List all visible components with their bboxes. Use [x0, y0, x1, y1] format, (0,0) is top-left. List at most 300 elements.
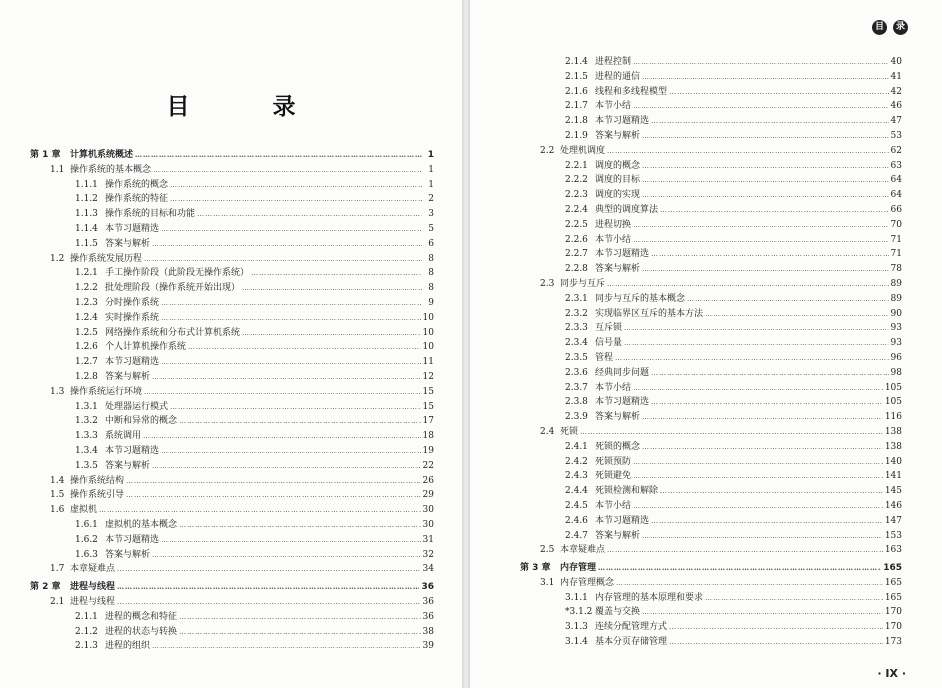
- toc-entry-page: 165: [883, 563, 902, 574]
- toc-entry-number: 2.4.4: [565, 486, 588, 497]
- toc-entry-number: 3.1.3: [565, 622, 588, 633]
- toc-leader-dots: [153, 163, 422, 178]
- toc-entry-page: 42: [890, 86, 902, 97]
- toc-entry-page: 89: [890, 278, 902, 289]
- toc-leader-dots: [161, 533, 421, 548]
- toc-entry-number: 2.2.8: [565, 264, 588, 275]
- toc-entry-title: 基本分页存储管理: [595, 637, 668, 648]
- toc-leader-dots: [669, 635, 883, 650]
- toc-entry: [520, 188, 902, 203]
- toc-entry-page: 29: [422, 490, 434, 501]
- toc-entry-title: 操作系统的特征: [105, 194, 169, 205]
- toc-leader-dots: [179, 610, 421, 625]
- toc-leader-dots: [633, 55, 889, 70]
- toc-entry-title: 批处理阶段（操作系统开始出现）: [105, 283, 241, 294]
- left-page: [0, 0, 462, 688]
- toc-entry-title: 答案与解析: [595, 412, 641, 423]
- toc-entry-number: 1.1.2: [75, 194, 98, 205]
- toc-entry: [30, 459, 434, 474]
- toc-entry-title: 实时操作系统: [105, 312, 160, 323]
- toc-entry-number: 2.3: [540, 278, 555, 289]
- toc-entry-page: 145: [884, 486, 902, 497]
- toc-entry-title: 处理机调度: [560, 145, 606, 156]
- toc-leader-dots: [179, 625, 421, 640]
- toc-entry-title: 虚拟机的基本概念: [105, 519, 178, 530]
- toc-entry-title: 互斥锁: [595, 323, 623, 334]
- toc-entry-page: 30: [422, 505, 434, 516]
- toc-leader-dots: [117, 562, 421, 577]
- toc-entry-number: 2.2.7: [565, 249, 588, 260]
- toc-entry-number: 2.2.5: [565, 219, 588, 230]
- toc-entry-title: 中断和异常的概念: [105, 416, 178, 427]
- toc-leader-dots: [152, 639, 421, 654]
- toc-entry-title: 信号量: [595, 338, 623, 349]
- toc-leader-dots: [152, 459, 421, 474]
- toc-entry-title: 线程和多线程模型: [595, 86, 668, 97]
- toc-entry-title: 本节习题精选: [105, 357, 160, 368]
- toc-entry-page: 165: [884, 577, 902, 588]
- toc-entry-title: 网络操作系统和分布式计算机系统: [105, 327, 241, 338]
- toc-entry: [520, 307, 902, 322]
- toc-entry-number: 1.3.2: [75, 416, 98, 427]
- toc-entry-number: 2.1.4: [565, 57, 588, 67]
- toc-entry: [520, 55, 902, 70]
- toc-entry-title: 答案与解析: [595, 130, 641, 141]
- toc-entry-page: 93: [890, 323, 902, 334]
- toc-entry-number: 2.4.1: [565, 441, 588, 452]
- toc-entry-title: 本节小结: [595, 234, 632, 245]
- toc-entry-number: 1.2.7: [75, 357, 98, 368]
- toc-entry-number: 1.1.1: [75, 179, 98, 190]
- toc-entry-title: 操作系统的基本概念: [70, 164, 152, 175]
- toc-entry: [30, 595, 434, 610]
- toc-entry-page: 165: [884, 592, 902, 603]
- toc-entry-number: 2.4.7: [565, 530, 588, 541]
- running-header: [872, 20, 908, 35]
- toc-entry-page: 10: [422, 342, 434, 353]
- toc-entry: [30, 548, 434, 563]
- toc-entry-title: 操作系统发展历程: [70, 253, 143, 264]
- toc-entry-title: 本节小结: [595, 101, 632, 112]
- toc-entry-page: 64: [890, 190, 902, 201]
- toc-leader-dots: [651, 514, 883, 529]
- toc-leader-dots: [633, 469, 883, 484]
- toc-entry-title: 系统调用: [105, 431, 142, 442]
- toc-entry-page: 19: [422, 445, 434, 456]
- toc-entry-title: 覆盖与交换: [595, 607, 641, 618]
- toc-entry-page: 140: [884, 456, 902, 467]
- toc-leader-dots: [642, 605, 883, 620]
- toc-entry-page: 8: [428, 253, 434, 264]
- toc-leader-dots: [669, 85, 889, 100]
- toc-leader-dots: [170, 192, 422, 207]
- toc-entry-title: 进程控制: [595, 57, 632, 67]
- toc-entry-page: 30: [422, 519, 434, 530]
- toc-entry: [520, 561, 902, 576]
- toc-entry-title: 同步与互斥的基本概念: [595, 293, 686, 304]
- toc-entry-number: 1.2.4: [75, 312, 98, 323]
- toc-entry-title: 计算机系统概述: [70, 150, 134, 160]
- toc-entry-title: 进程的通信: [595, 71, 641, 82]
- toc-entry-number: 2.3.4: [565, 338, 588, 349]
- toc-entry-page: 153: [884, 530, 902, 541]
- toc-entry-page: 15: [422, 386, 434, 397]
- toc-entry-page: 40: [890, 57, 902, 67]
- toc-entry-page: 2: [428, 194, 434, 205]
- toc-entry-number: 2.4.3: [565, 471, 588, 482]
- toc-entry: [30, 311, 434, 326]
- toc-entry-title: 答案与解析: [105, 371, 151, 382]
- toc-entry-title: 本节习题精选: [105, 223, 160, 234]
- toc-leader-dots: [651, 395, 883, 410]
- toc-entry-page: 38: [422, 626, 434, 637]
- toc-entry-number: 2.3.5: [565, 352, 588, 363]
- toc-leader-dots: [161, 355, 421, 370]
- toc-entry-title: 连续分配管理方式: [595, 622, 668, 633]
- toc-entry-title: 进程与线程: [70, 596, 116, 607]
- toc-entry-title: 进程切换: [595, 219, 632, 230]
- toc-entry-number: 2.2.4: [565, 204, 588, 215]
- toc-entry-number: 2.3.9: [565, 412, 588, 423]
- toc-entry: [30, 503, 434, 518]
- header-mark-2: 录: [893, 20, 908, 35]
- toc-entry-number: 1.5: [50, 490, 65, 501]
- toc-entry-title: 死锁: [560, 426, 579, 437]
- toc-entry: [30, 296, 434, 311]
- toc-entry-page: 32: [422, 549, 434, 560]
- toc-entry-number: 1.2.5: [75, 327, 98, 338]
- toc-entry-number: 1.4: [50, 475, 65, 486]
- toc-leader-dots: [152, 548, 421, 563]
- toc-entry-number: 1.2: [50, 253, 65, 264]
- toc-entry-title: 死锁避免: [595, 471, 632, 482]
- toc-entry-title: 进程的概念和特征: [105, 611, 178, 622]
- toc-entry-title: 进程的状态与转换: [105, 626, 178, 637]
- toc-leader-dots: [197, 207, 422, 222]
- toc-entry: [520, 605, 902, 620]
- toc-entry-page: 141: [884, 471, 902, 482]
- toc-entry-page: 18: [422, 431, 434, 442]
- toc-entry-page: 1: [428, 164, 434, 175]
- toc-entry-number: 2.4.2: [565, 456, 588, 467]
- toc-entry: [30, 148, 434, 163]
- toc-entry-number: 2.5: [540, 545, 555, 556]
- toc-entry-page: 10: [422, 327, 434, 338]
- toc-entry: [520, 262, 902, 277]
- toc-entry-title: 操作系统结构: [70, 475, 125, 486]
- toc-entry: [30, 340, 434, 355]
- toc-entry: [30, 518, 434, 533]
- header-mark-1: 目: [872, 20, 887, 35]
- toc-entry-page: 36: [422, 596, 434, 607]
- toc-entry-title: 同步与互斥: [560, 278, 606, 289]
- toc-entry-number: 2.3.8: [565, 397, 588, 408]
- toc-entry-number: 2.1.8: [565, 116, 588, 127]
- toc-entry-number: 3.1.4: [565, 637, 588, 648]
- toc-entry: [520, 543, 902, 558]
- toc-entry-title: 操作系统的目标和功能: [105, 209, 196, 220]
- toc-leader-dots: [633, 499, 883, 514]
- toc-entry-number: 1.3: [50, 386, 65, 397]
- toc-entry-title: 调度的实现: [595, 190, 641, 201]
- toc-entry: [520, 591, 902, 606]
- toc-leader-dots: [687, 292, 889, 307]
- toc-entry: [30, 639, 434, 654]
- toc-entry-page: 138: [884, 441, 902, 452]
- toc-entry-number: 1.1: [50, 164, 65, 175]
- toc-right: [520, 55, 902, 650]
- toc-entry-title: 实现临界区互斥的基本方法: [595, 308, 704, 319]
- toc-leader-dots: [633, 99, 889, 114]
- toc-leader-dots: [633, 455, 883, 470]
- right-page: [470, 0, 942, 688]
- toc-entry: [520, 620, 902, 635]
- toc-entry: [520, 576, 902, 591]
- toc-entry-page: 36: [422, 611, 434, 622]
- toc-entry: [30, 355, 434, 370]
- toc-leader-dots: [117, 595, 421, 610]
- toc-leader-dots: [607, 277, 889, 292]
- toc-entry: [520, 129, 902, 144]
- toc-entry-number: 2.3.3: [565, 323, 588, 334]
- toc-entry-number: 2.1.5: [565, 71, 588, 82]
- toc-leader-dots: [642, 188, 889, 203]
- toc-entry-page: 66: [890, 204, 902, 215]
- toc-leader-dots: [598, 561, 881, 576]
- toc-leader-dots: [651, 366, 889, 381]
- toc-entry-number: 1.1.4: [75, 223, 98, 234]
- toc-entry-page: 170: [884, 607, 902, 618]
- toc-leader-dots: [642, 440, 883, 455]
- toc-leader-dots: [651, 247, 889, 262]
- toc-leader-dots: [179, 518, 421, 533]
- toc-entry-page: 11: [422, 357, 434, 368]
- toc-leader-dots: [616, 576, 883, 591]
- toc-entry-number: 2.1.6: [565, 86, 588, 97]
- toc-entry-title: 答案与解析: [105, 549, 151, 560]
- toc-entry-title: 操作系统的概念: [105, 179, 169, 190]
- toc-entry: [30, 385, 434, 400]
- toc-leader-dots: [99, 503, 421, 518]
- toc-entry: [520, 173, 902, 188]
- toc-entry-title: 经典同步问题: [595, 367, 650, 378]
- toc-entry: [30, 237, 434, 252]
- toc-entry-title: 本节习题精选: [595, 249, 650, 260]
- toc-entry-number: 1.1.3: [75, 209, 98, 220]
- toc-entry: [520, 144, 902, 159]
- toc-leader-dots: [117, 580, 419, 595]
- toc-entry: [520, 455, 902, 470]
- toc-entry: [520, 381, 902, 396]
- toc-entry-page: 170: [884, 622, 902, 633]
- toc-entry: [520, 203, 902, 218]
- toc-entry-page: 36: [421, 582, 434, 593]
- page-title: 目 录: [166, 93, 326, 120]
- toc-entry-title: 死锁检测和解除: [595, 486, 659, 497]
- toc-entry: [520, 469, 902, 484]
- toc-entry-number: 1.3.5: [75, 460, 98, 471]
- toc-entry-page: 15: [422, 401, 434, 412]
- toc-entry-page: 146: [884, 500, 902, 511]
- toc-entry-title: 答案与解析: [595, 264, 641, 275]
- toc-entry-page: 78: [890, 264, 902, 275]
- toc-entry: [520, 635, 902, 650]
- toc-entry-number: *3.1.2: [565, 607, 593, 618]
- toc-leader-dots: [642, 173, 889, 188]
- toc-entry-page: 93: [890, 338, 902, 349]
- toc-entry-page: 163: [884, 545, 902, 556]
- toc-entry-title: 调度的目标: [595, 175, 641, 186]
- toc-entry-title: 本节习题精选: [595, 515, 650, 526]
- toc-entry-number: 1.1.5: [75, 238, 98, 249]
- toc-entry: [30, 281, 434, 296]
- toc-entry-page: 173: [884, 637, 902, 648]
- toc-entry-number: 2.2.1: [565, 160, 588, 171]
- toc-entry-title: 典型的调度算法: [595, 204, 659, 215]
- toc-leader-dots: [607, 543, 883, 558]
- toc-entry: [520, 70, 902, 85]
- toc-entry-number: 2.1.2: [75, 626, 98, 637]
- toc-entry-number: 1.3.1: [75, 401, 98, 412]
- toc-leader-dots: [170, 400, 421, 415]
- toc-entry-title: 内存管理: [560, 563, 597, 574]
- toc-leader-dots: [624, 336, 889, 351]
- toc-entry-page: 8: [428, 268, 434, 279]
- toc-entry-number: 1.2.3: [75, 297, 98, 308]
- toc-entry-page: 6: [428, 238, 434, 249]
- toc-leader-dots: [152, 237, 422, 252]
- toc-entry-number: 2.3.6: [565, 367, 588, 378]
- toc-entry-page: 46: [890, 101, 902, 112]
- toc-entry-number: 2.1.1: [75, 611, 98, 622]
- toc-entry: [520, 425, 902, 440]
- page-number: · IX ·: [877, 667, 906, 680]
- toc-leader-dots: [161, 311, 421, 326]
- toc-entry-number: 1.6: [50, 505, 65, 516]
- toc-entry: [30, 580, 434, 595]
- toc-leader-dots: [669, 620, 883, 635]
- toc-entry-number: 2.2.6: [565, 234, 588, 245]
- toc-entry-title: 内存管理的基本原理和要求: [595, 592, 704, 603]
- toc-left: [30, 145, 434, 654]
- toc-leader-dots: [642, 410, 883, 425]
- toc-entry-page: 1: [428, 179, 434, 190]
- toc-entry-number: 1.6.2: [75, 534, 98, 545]
- toc-entry-page: 105: [884, 397, 902, 408]
- toc-entry: [520, 85, 902, 100]
- toc-leader-dots: [144, 385, 421, 400]
- toc-entry: [520, 218, 902, 233]
- toc-entry-page: 63: [890, 160, 902, 171]
- toc-entry-number: 1.2.1: [75, 268, 98, 279]
- toc-entry-number: 2.3.1: [565, 293, 588, 304]
- toc-leader-dots: [161, 444, 421, 459]
- toc-entry: [30, 429, 434, 444]
- toc-entry-page: 71: [890, 249, 902, 260]
- toc-entry-page: 47: [890, 116, 902, 127]
- toc-entry-number: 2.2.2: [565, 175, 588, 186]
- toc-entry-page: 1: [427, 150, 434, 160]
- toc-entry-title: 本章疑难点: [70, 564, 116, 575]
- toc-entry-number: 2.1.7: [565, 101, 588, 112]
- toc-entry: [30, 266, 434, 281]
- toc-entry-number: 2.1: [50, 596, 65, 607]
- toc-entry-title: 分时操作系统: [105, 297, 160, 308]
- toc-entry-title: 内存管理概念: [560, 577, 615, 588]
- toc-entry-page: 22: [422, 460, 434, 471]
- toc-entry-title: 本节小结: [595, 382, 632, 393]
- toc-entry-page: 70: [890, 219, 902, 230]
- toc-entry-number: 2.1.3: [75, 641, 98, 652]
- toc-entry: [30, 488, 434, 503]
- toc-entry-number: 2.4.5: [565, 500, 588, 511]
- toc-entry-number: 2.1.9: [565, 130, 588, 141]
- toc-entry-page: 53: [890, 130, 902, 141]
- toc-entry-page: 26: [422, 475, 434, 486]
- book-gutter: [462, 0, 470, 688]
- toc-entry: [520, 529, 902, 544]
- toc-entry-title: 处理器运行模式: [105, 401, 169, 412]
- toc-entry-page: 41: [890, 71, 902, 82]
- toc-entry: [520, 514, 902, 529]
- toc-entry: [520, 292, 902, 307]
- toc-entry-title: 本节小结: [595, 500, 632, 511]
- toc-leader-dots: [251, 266, 422, 281]
- toc-entry-page: 98: [890, 367, 902, 378]
- toc-leader-dots: [633, 218, 889, 233]
- toc-entry-number: 1.3.3: [75, 431, 98, 442]
- toc-entry-number: 1.3.4: [75, 445, 98, 456]
- toc-entry-number: 2.3.7: [565, 382, 588, 393]
- toc-entry-title: 本节习题精选: [105, 534, 160, 545]
- toc-leader-dots: [660, 203, 889, 218]
- toc-entry: [30, 474, 434, 489]
- toc-entry-title: 虚拟机: [70, 505, 98, 516]
- toc-entry: [520, 233, 902, 248]
- toc-entry-page: 31: [422, 534, 434, 545]
- toc-entry-page: 105: [884, 382, 902, 393]
- toc-entry: [520, 114, 902, 129]
- toc-entry: [30, 222, 434, 237]
- toc-entry-page: 17: [422, 416, 434, 427]
- toc-entry-title: 答案与解析: [595, 530, 641, 541]
- toc-entry-page: 64: [890, 175, 902, 186]
- toc-entry-page: 96: [890, 352, 902, 363]
- toc-entry-title: 答案与解析: [105, 460, 151, 471]
- toc-entry-page: 138: [884, 426, 902, 437]
- toc-leader-dots: [580, 425, 883, 440]
- toc-leader-dots: [242, 326, 421, 341]
- toc-entry-title: 进程的组织: [105, 641, 151, 652]
- toc-entry-page: 10: [422, 312, 434, 323]
- toc-entry-title: 本节习题精选: [595, 397, 650, 408]
- toc-leader-dots: [135, 148, 422, 163]
- toc-entry-title: 死锁的概念: [595, 441, 641, 452]
- toc-leader-dots: [615, 351, 889, 366]
- toc-entry-page: 34: [422, 564, 434, 575]
- toc-entry-number: 3.1.1: [565, 592, 588, 603]
- toc-leader-dots: [642, 529, 883, 544]
- toc-entry-title: 本章疑难点: [560, 545, 606, 556]
- toc-leader-dots: [660, 484, 883, 499]
- toc-entry: [30, 625, 434, 640]
- toc-leader-dots: [179, 414, 421, 429]
- toc-entry: [520, 410, 902, 425]
- toc-entry: [30, 370, 434, 385]
- toc-entry-title: 本节习题精选: [595, 116, 650, 127]
- toc-entry: [30, 252, 434, 267]
- toc-entry-number: 2.4.6: [565, 515, 588, 526]
